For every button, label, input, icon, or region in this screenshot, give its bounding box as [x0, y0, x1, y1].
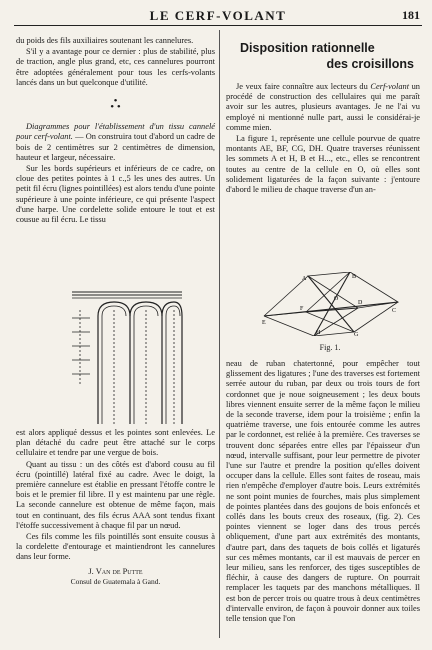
- label-f: F: [300, 306, 304, 312]
- label-e: E: [262, 320, 266, 326]
- paragraph-lead: Diagrammes pour l'établissement d'un tissu cannelé pour cerf-volant.: [16, 122, 215, 142]
- paragraph: du poids des fils auxiliaires soutenant les cannelures.: [16, 36, 194, 45]
- column-divider: [219, 30, 220, 638]
- paragraph: neau de ruban chatertonné, pour empêcher tout glissement des ligatures ; l'une des traverses est fortement serrée autour du ruban, par deux ou trois tours de fort cordonnet que je noue soigneusement ; les deux bouts libres viennent ensuite serrer de la même façon le milieu de la seconde traverse, idem pour la troisième ; enfin la quatrième traverse, une fois entourée comme les autres par le cordonnet, est reliée à la première. Ces traverses se trouvent donc séparées entre elles par l'épaisseur d'un nœud, intervalle suffisant, pour leur permettre de pivoter l'une sur l'autre et prendre la position qu'elles doivent occuper dans la cellule. Elles sont faites de roseau, mais rien n'empêche d'employer d'autre bois. Leurs extrémités ne sont point munies de fourches, mais plus simplement de pointes plantées dans des goujons de bois enfoncés et collés dans les bouts creux des roseaux, (fig. 2). Ces pointes viennent se loger dans des trous percés obliquement, d'une part aux extrémités des montants, d'autre part, dans des taquets de bois collés et ligaturés sur ces mêmes montants, car il est mauvais de percer en leur milieu, sans les renforcer, des tiges susceptibles de fléchir, à cause des dangers de rupture. On pourrait remplacer les taquets par des manchons métalliques. Il est bon de percer trois ou quatre trous à deux centimètres d'intervalle environ, de façon à pouvoir donner aux toiles telle tension que l'on: [226, 359, 420, 624]
- label-o: O: [334, 296, 339, 302]
- cell-crosspieces-diagram: [262, 272, 402, 336]
- fluted-fabric-diagram: [20, 286, 210, 424]
- right-column-bottom: [226, 359, 420, 625]
- label-g: G: [354, 332, 359, 336]
- paragraph: Quant au tissu : un des côtés est d'abord cousu au fil écru (pointillé) latéral fixé au cadre. Avec le doigt, la première cannelure est établie en pressant l'étoffe contre le bois et le premier fil libre. Il y est maintenu par une règle. La seconde cannelure est obtenue de même façon, mais tout en continuant, des fils écrus AAA sont tendus fixant l'étoffe successivement à chaque fil par un nœud.: [16, 459, 215, 530]
- paragraph-rest: — On construira tout d'abord un cadre de bois de 2 centimètres sur 2 centimètres de dimension, hauteur et largeur, nécessaire.: [16, 132, 215, 162]
- figure-caption: Fig. 1.: [319, 343, 341, 352]
- paragraph-intro: [226, 82, 420, 133]
- page-header: [14, 8, 422, 30]
- separator-text: • • •: [110, 95, 121, 114]
- left-column-bottom: [16, 428, 215, 587]
- paragraph: est alors appliqué dessus et les pointes sont enlevées. Le plan détaché du cadre peut être attaché sur le corps cellulaire et tendre par une vergue de bois.: [16, 428, 215, 458]
- section-separator: [16, 95, 215, 114]
- left-column-top: [16, 36, 215, 226]
- label-b: B: [352, 274, 357, 280]
- label-a: A: [302, 276, 307, 282]
- section-title-line-2: des croisillons: [326, 57, 414, 71]
- paragraph-start: Je veux faire connaître aux lecteurs du: [236, 82, 371, 91]
- paragraph-diagrammes: [16, 122, 215, 163]
- running-title: LE CERF-VOLANT: [149, 8, 287, 23]
- header-rule: [14, 25, 422, 26]
- section-title-line-1: Disposition rationnelle: [240, 41, 375, 55]
- section-title: [226, 40, 420, 72]
- paragraph: Ces fils comme les fils pointillés sont ensuite cousus à la cordelette d'entourage et maintiendront les cannelures dans leur forme.: [16, 532, 215, 562]
- label-c: C: [392, 308, 397, 314]
- paragraph-rest: un procédé de construction des cellulaires qui me paraît avoir sur les autres, plusieurs avantages. Je ne l'ai vu employé ni mentionné nulle part, aussi le considérai-je comme mien.: [226, 82, 420, 132]
- page-number: 181: [402, 8, 420, 22]
- author-title: Consul de Guatemala à Gand.: [70, 576, 161, 586]
- journal-name: Cerf-volant: [370, 82, 410, 91]
- right-column-top: [226, 82, 420, 196]
- paragraph: S'il y a avantage pour ce dernier : plus de stabilité, plus de traction, angle plus grand, etc, ces cannelures pourront être adoptées généralement pour tous les cerfs-volants lancés dans un but quelconque d'utilité.: [16, 47, 215, 87]
- paragraph: La figure 1, représente une cellule pourvue de quatre montants AE, BF, CG, DH. Quatre traverses réunissent les sommets A et H, B et H..., etc., elles se rencontrent toutes au centre de la cellule en O, où elles sont solidement ligaturées de la façon suivante : j'entoure d'abord le milieu de chaque traverse d'un an-: [226, 134, 420, 195]
- label-d: D: [358, 300, 363, 306]
- author-signature: J. Van de Putte: [88, 566, 143, 576]
- label-h: H: [316, 330, 321, 336]
- paragraph: Sur les bords supérieurs et inférieurs de ce cadre, on cloue des petites pointes à 1 c.,5 les unes des autres. Un petit fil écru (lignes pointillées) est alors tendu d'une pointe supérieure à une pointe inférieure, ce qui présente l'aspect d'une harpe. Une cordelette solide entoure le tout et est cousue au fil écru. Le tissu: [16, 164, 215, 225]
